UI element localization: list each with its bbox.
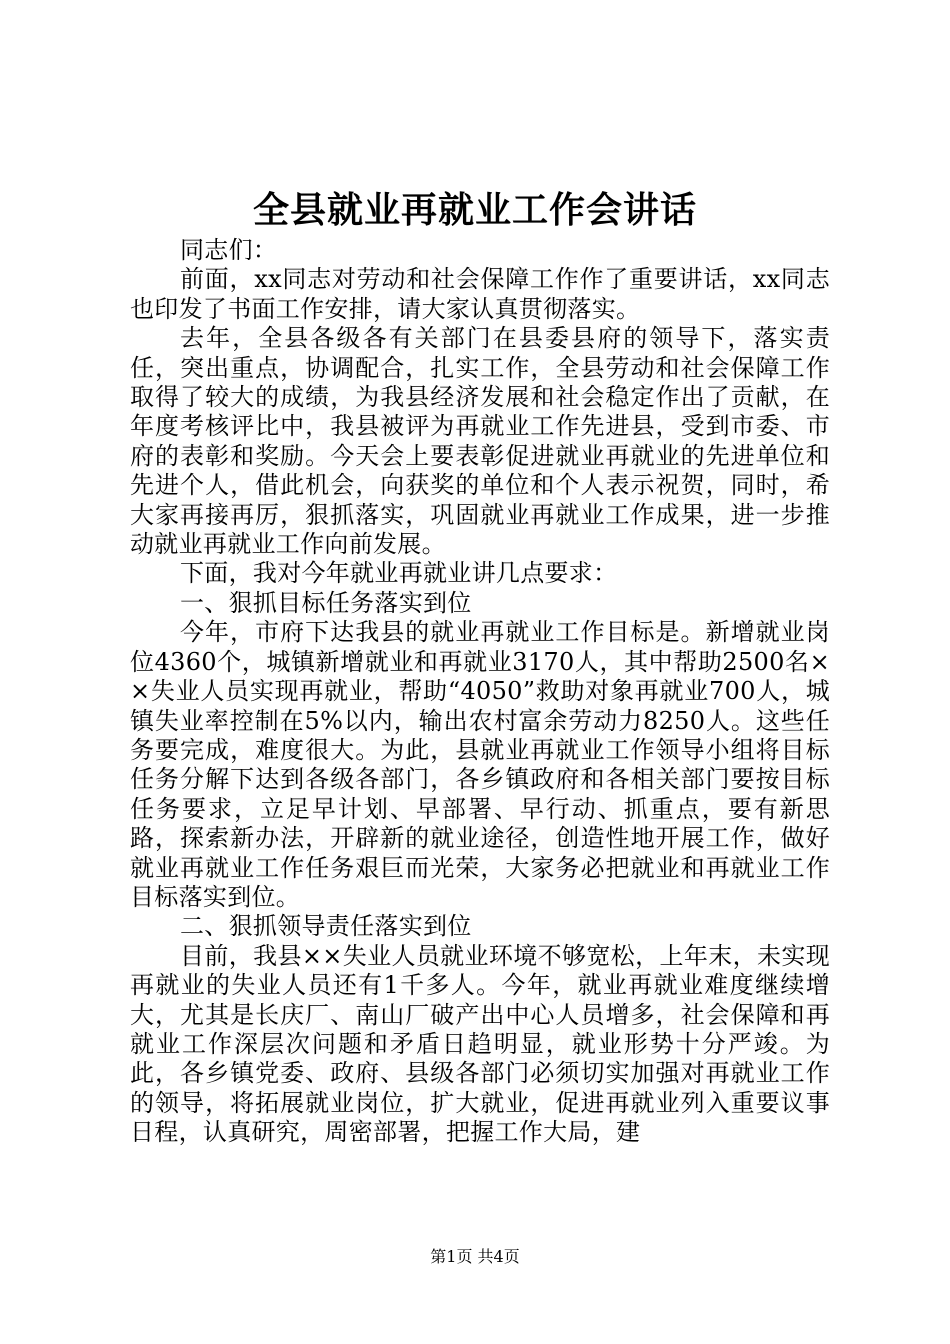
page-footer: 第1页 共4页 <box>430 1247 520 1266</box>
salutation: 同志们： <box>180 236 278 264</box>
document-body <box>130 236 830 1148</box>
paragraph: 目前，我县××失业人员就业环境不够宽松，上年末，未实现再就业的失业人员还有1千多人。今年，就业再就业难度继续增大，尤其是长庆厂、南山厂破产出中心人员增多，社会保障和再就业工作深层次问题和矛盾日趋明显，就业形势十分严竣。为此，各乡镇党委、政府、县级各部门必须切实加强对再就业工作的领导，将拓展就业岗位，扩大就业，促进再就业列入重要议事日程，认真研究，周密部署，把握工作大局，建 <box>130 941 830 1147</box>
paragraph: 去年，全县各级各有关部门在县委县府的领导下，落实责任，突出重点，协调配合，扎实工作，全县劳动和社会保障工作取得了较大的成绩，为我县经济发展和社会稳定作出了贡献，在年度考核评比中，我县被评为再就业工作先进县，受到市委、市府的表彰和奖励。今天会上要表彰促进就业再就业的先进单位和先进个人，借此机会，向获奖的单位和个人表示祝贺，同时，希大家再接再厉，狠抓落实，巩固就业再就业工作成果，进一步推动就业再就业工作向前发展。 <box>130 324 830 559</box>
paragraph: 下面，我对今年就业再就业讲几点要求： <box>180 559 618 588</box>
section-heading-1: 一、狠抓目标任务落实到位 <box>180 588 472 617</box>
paragraph: 前面，xx同志对劳动和社会保障工作作了重要讲话，xx同志也印发了书面工作安排，请大家认真贯彻落实。 <box>130 265 830 323</box>
page-title: 全县就业再就业工作会讲话 <box>252 189 697 231</box>
paragraph: 今年，市府下达我县的就业再就业工作目标是。新增就业岗位4360个，城镇新增就业和再就业3170人，其中帮助2500名××失业人员实现再就业，帮助“4050”救助对象再就业700人，城镇失业率控制在5%以内，输出农村富余劳动力8250人。这些任务要完成，难度很大。为此，县就业再就业工作领导小组将目标任务分解下达到各级各部门，各乡镇政府和各相关部门要按目标任务要求，立足早计划、早部署、早行动、抓重点，要有新思路，探索新办法，开辟新的就业途径，创造性地开展工作，做好就业再就业工作任务艰巨而光荣，大家务必把就业和再就业工作目标落实到位。 <box>130 618 830 911</box>
section-heading-2: 二、狠抓领导责任落实到位 <box>180 912 472 941</box>
